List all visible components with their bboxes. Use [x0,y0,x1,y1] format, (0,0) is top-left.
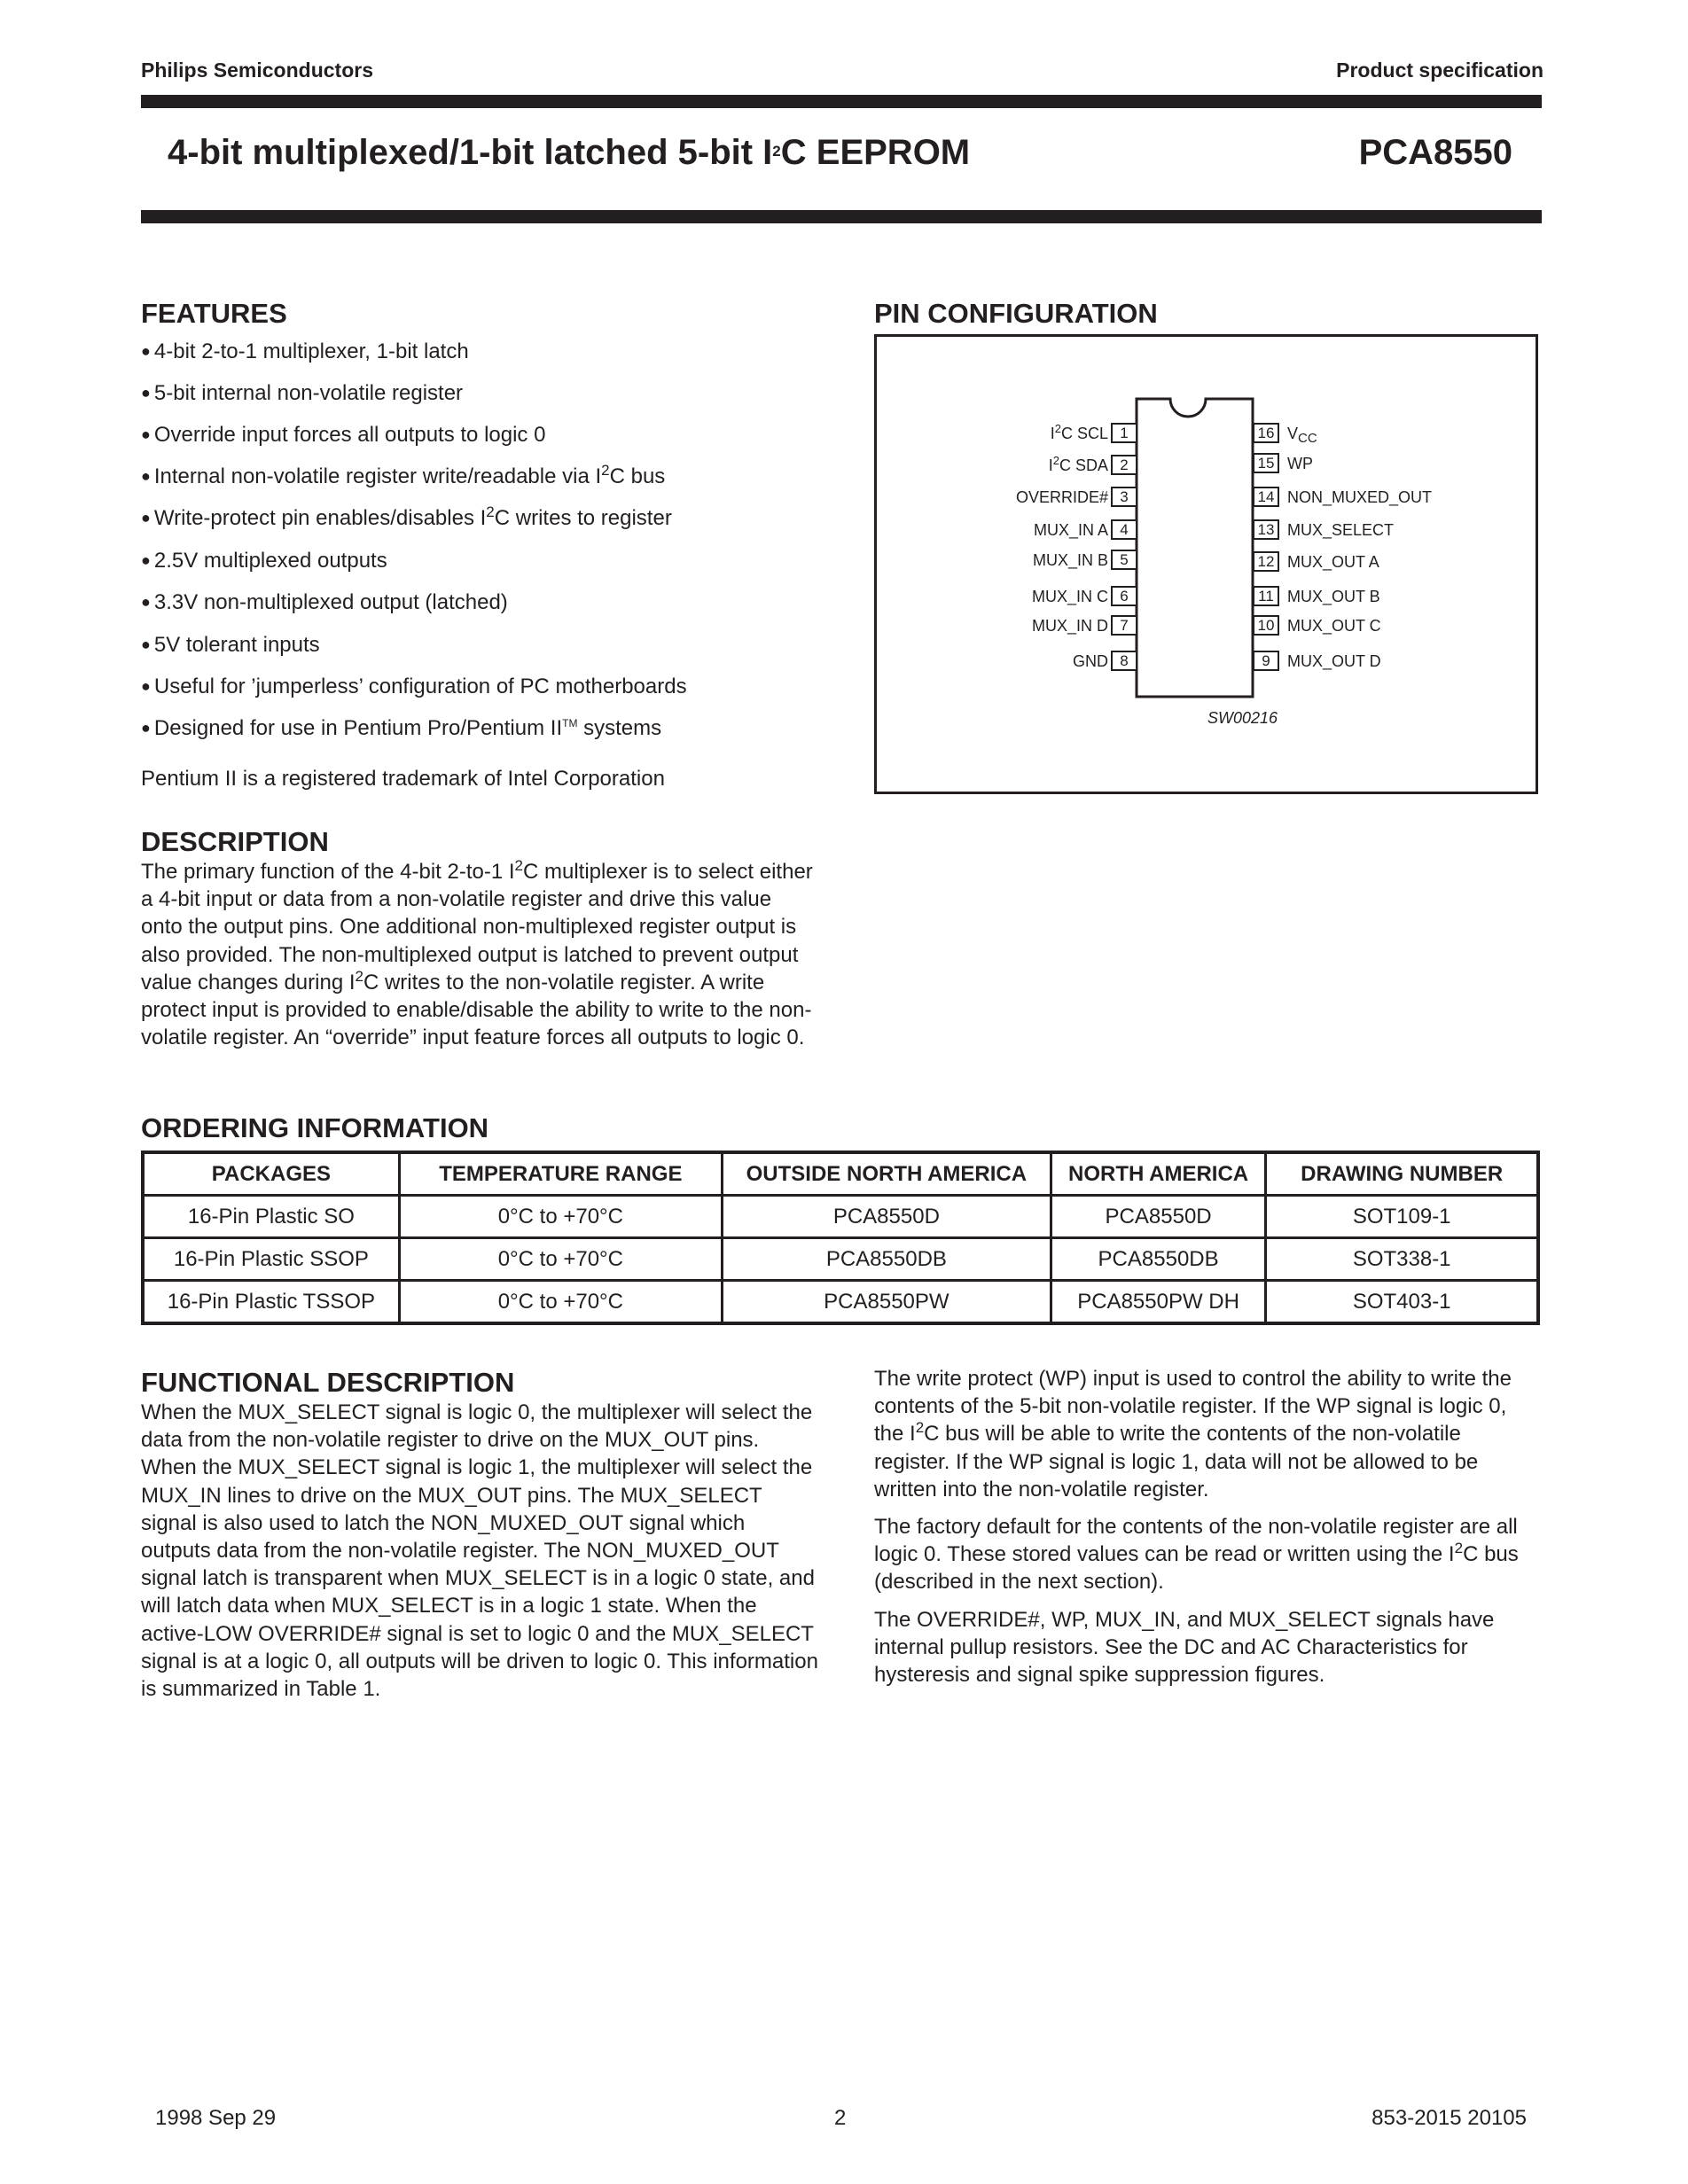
pin-label: MUX_OUT B [1287,588,1380,605]
table-cell: 0°C to +70°C [399,1281,722,1324]
table-cell: 16-Pin Plastic TSSOP [143,1281,399,1324]
table-cell: PCA8550D [1051,1196,1266,1238]
pin-label: $I^2C$ SDA [1048,454,1108,474]
features-heading: FEATURES [141,298,287,329]
feature-item: ● Write-protect pin enables/disables $I^2C$ writes to register [141,506,672,531]
table-row [143,1281,1538,1324]
pin-label: MUX_IN B [1032,551,1108,569]
pin-label: WP [1287,455,1313,472]
pin-label: $V_{CC}$ [1287,425,1317,446]
pin-label: $I^2C$ SCL [1050,422,1108,442]
column-header: TEMPERATURE RANGE [399,1152,722,1196]
table-cell: 0°C to +70°C [399,1238,722,1281]
table-cell: PCA8550DB [1051,1238,1266,1281]
pin-config-heading: PIN CONFIGURATION [874,298,1158,329]
feature-item: ● 3.3V non-multiplexed output (latched) [141,590,508,615]
pin-label: MUX_IN C [1031,588,1108,605]
company-name: Philips Semiconductors [141,58,373,82]
pin-label: MUX_IN A [1033,521,1108,539]
table-cell: PCA8550D [722,1196,1051,1238]
pin-label: MUX_OUT C [1287,617,1381,635]
table-cell: PCA8550PW DH [1051,1281,1266,1324]
feature-item: ● Override input forces all outputs to logic 0 [141,423,545,448]
pin-number: 11 [1253,586,1279,606]
feature-item: ● Internal non-volatile register write/readable via $I^2C$ bus [141,464,665,489]
pin-number: 13 [1253,519,1279,540]
ic-package-outline [1135,397,1254,698]
header-rule-top [141,95,1542,108]
footer-date: 1998 Sep 29 [155,2106,277,2130]
drawing-code: SW00216 [1207,709,1278,727]
document-type: Product specification [1336,58,1543,82]
pin-label: MUX_OUT A [1287,553,1379,571]
table-row [143,1196,1538,1238]
feature-item: ● 5-bit internal non-volatile register [141,381,463,406]
table-row [143,1238,1538,1281]
functional-heading: FUNCTIONAL DESCRIPTION [141,1367,515,1398]
pin-number: 3 [1111,487,1137,507]
pin-number: 6 [1111,586,1137,606]
pin-number: 9 [1253,651,1279,671]
feature-item: ● 4-bit 2-to-1 multiplexer, 1-bit latch [141,339,469,364]
footer-doc-code: 853-2015 20105 [1372,2106,1527,2130]
pin-number: 5 [1111,550,1137,570]
pullup-paragraph: The OVERRIDE#, WP, MUX_IN, and MUX_SELECT signals have internal pullup resistors. See the DC and AC Characteristics for hysteresis and signal spike suppression figures. [874,1607,1495,1688]
column-header: NORTH AMERICA [1051,1152,1266,1196]
pin-number: 8 [1111,651,1137,671]
wp-paragraph: The write protect (WP) input is used to control the ability to write the contents of the 5-bit non-volatile register. If the WP signal is logic 0, the $I^2C$ bus will be able to write the contents of the non-volatile register. If the WP signal is logic 1, data will not be allowed to be written into the non-volatile register. [874,1367,1512,1502]
footer-page-number: 2 [834,2106,847,2130]
feature-item: ● 5V tolerant inputs [141,633,320,658]
pin-label: OVERRIDE# [1015,488,1108,506]
description-text: The primary function of the 4-bit 2-to-1 $I^2C$ multiplexer is to select either a 4-bit input or data from a non-volatile register and drive this value onto the output pins. One additional non-multiplexed register output is also provided. The non-multiplexed output is latched to prevent output value changes during $I^2C$ writes to the non-volatile register. A write protect input is provided to enable/disable the ability to write to the non-volatile register. An “override” input feature forces all outputs to logic 0. [141,857,813,1050]
pin-label: NON_MUXED_OUT [1287,488,1433,506]
table-cell: PCA8550DB [722,1238,1051,1281]
table-cell: 16-Pin Plastic SSOP [143,1238,399,1281]
pin-label: MUX_SELECT [1287,521,1395,539]
pin-number: 10 [1253,615,1279,636]
column-header: DRAWING NUMBER [1266,1152,1538,1196]
pin-number: 14 [1253,487,1279,507]
part-number: PCA8550 [1358,133,1512,172]
table-header-row [143,1152,1538,1196]
table-cell: SOT109-1 [1266,1196,1538,1238]
pin-label: MUX_IN D [1031,617,1108,635]
trademark-note: Pentium II is a registered trademark of Intel Corporation [141,767,665,791]
pin-number: 2 [1111,455,1137,475]
feature-item: ● 2.5V multiplexed outputs [141,549,387,573]
description-heading: DESCRIPTION [141,826,329,857]
pin-number: 12 [1253,551,1279,572]
pin-label: GND [1073,652,1108,670]
column-header: PACKAGES [143,1152,399,1196]
functional-text-left: When the MUX_SELECT signal is logic 0, the multiplexer will select the data from the non-volatile register to drive on the MUX_OUT pins. When the MUX_SELECT signal is logic 1, the multiplexer will select the MUX_IN lines to drive on the MUX_OUT pins. The MUX_SELECT signal is also used to latch the NON_MUXED_OUT signal which outputs data from the non-volatile register. The NON_MUXED_OUT signal latch is transparent when MUX_SELECT is in a logic 0 state, and will latch data when MUX_SELECT is in a logic 1 state. When the active-LOW OVERRIDE# signal is set to logic 0 and the MUX_SELECT signal is at a logic 0, all outputs will be driven to logic 0. This information is summarized in Table 1. [141,1400,818,1702]
pin-number: 7 [1111,615,1137,636]
ordering-heading: ORDERING INFORMATION [141,1112,489,1143]
table-cell: PCA8550PW [722,1281,1051,1324]
ordering-table [141,1150,1540,1325]
table-cell: 0°C to +70°C [399,1196,722,1238]
table-cell: SOT403-1 [1266,1281,1538,1324]
pin-number: 16 [1253,423,1279,443]
feature-item: ● Useful for ’jumperless’ configuration of PC motherboards [141,675,687,699]
factory-default-paragraph: The factory default for the contents of the non-volatile register are all logic 0. These stored values can be read or written using the $I^2C$ bus (described in the next section). [874,1515,1519,1595]
feature-item: ● Designed for use in Pentium Pro/Pentium II™ systems [141,716,661,741]
functional-text-right [874,1365,1541,1689]
pin-label: MUX_OUT D [1287,652,1381,670]
table-cell: SOT338-1 [1266,1238,1538,1281]
document-title: 4-bit multiplexed/1-bit latched 5-bit $I^2C$ EEPROM [168,133,971,172]
column-header: OUTSIDE NORTH AMERICA [722,1152,1051,1196]
pin-number: 1 [1111,423,1137,443]
pin-number: 15 [1253,453,1279,473]
table-cell: 16-Pin Plastic SO [143,1196,399,1238]
pin-number: 4 [1111,519,1137,540]
header-rule-bottom [141,210,1542,223]
